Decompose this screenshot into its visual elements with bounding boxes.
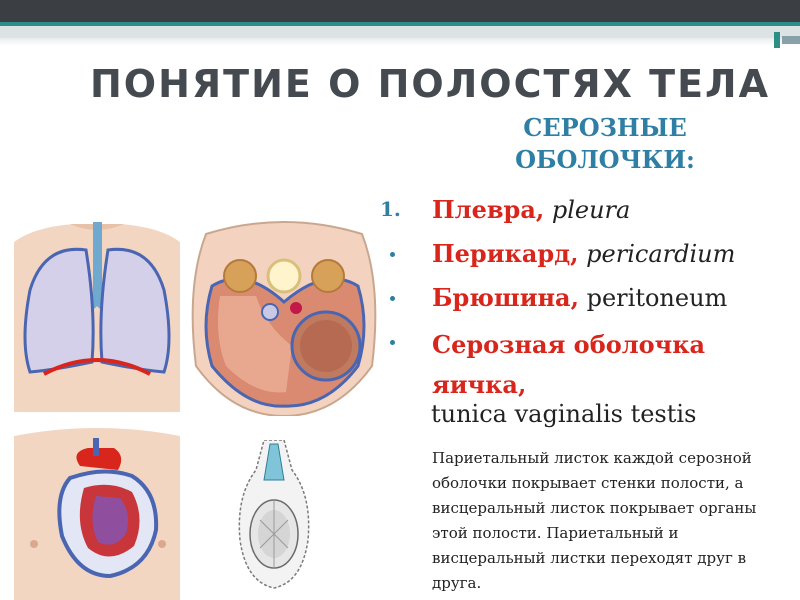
term-russian: Плевра,	[432, 195, 545, 224]
list-item-text	[432, 325, 782, 405]
abdominal-cross-section-illustration	[186, 216, 382, 416]
slide-subtitle: СЕРОЗНЫЕ ОБОЛОЧКИ:	[515, 113, 695, 175]
list-bullet	[390, 340, 395, 345]
corner-decoration-icon	[774, 32, 800, 48]
lungs-pleura-illustration	[14, 222, 180, 412]
header-bar	[0, 0, 800, 22]
header-shade	[0, 38, 800, 46]
list-item-text	[432, 283, 727, 312]
term-russian: Брюшина,	[432, 283, 579, 312]
testis-tunica-vaginalis-illustration	[234, 440, 314, 590]
list-number: 1.	[380, 197, 401, 221]
header-light-stripe	[0, 26, 800, 38]
term-latin: peritoneum	[586, 284, 728, 312]
term-latin: pleura	[551, 196, 631, 224]
list-item-text	[432, 195, 630, 224]
list-bullet	[390, 252, 395, 257]
description-paragraph: Париетальный листок каждой серозной оболочки покрывает стенки полости, а висцеральный листок покрывает органы этой полости. Париетальный и висцеральный листки переходят друг в друга.	[432, 449, 757, 592]
term-russian: Перикард,	[432, 239, 579, 268]
term-russian: Серозная оболочка яичка,	[432, 330, 706, 399]
slide-title: ПОНЯТИЕ О ПОЛОСТЯХ ТЕЛА	[90, 62, 771, 106]
heart-pericardium-illustration	[14, 426, 180, 600]
term-latin-testis: tunica vaginalis testis	[431, 400, 697, 428]
list-item-text	[432, 239, 735, 268]
list-bullet	[390, 296, 395, 301]
term-latin: pericardium	[586, 240, 736, 268]
